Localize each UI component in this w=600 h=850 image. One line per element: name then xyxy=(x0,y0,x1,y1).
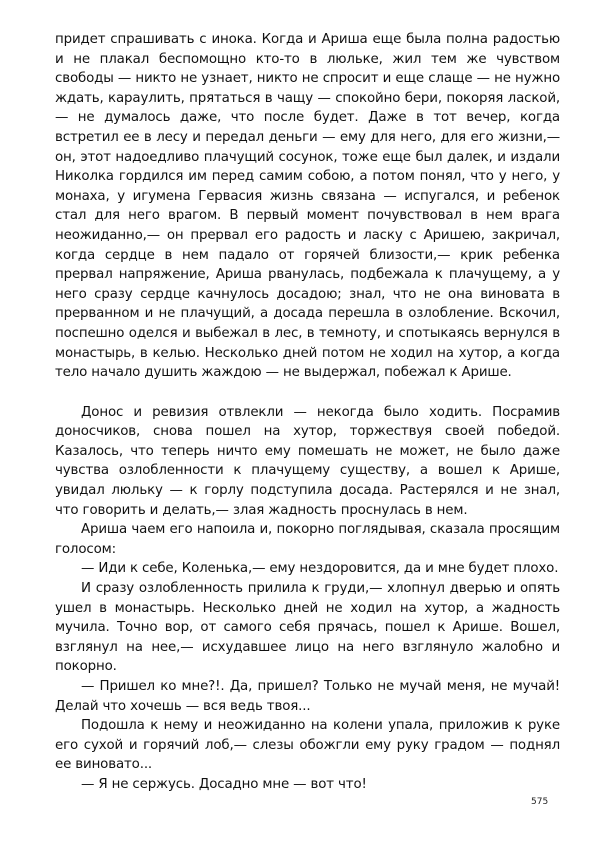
paragraph-4: — Иди к себе, Коленька,— ему нездоровится, да и мне будет плохо. xyxy=(81,561,559,577)
paragraph-7: Подошла к нему и неожиданно на колени упала, приложив к руке его сухой и горячий лоб,— слезы обожгли ему руку градом — поднял ее виновато... xyxy=(55,718,560,773)
page-body xyxy=(55,30,560,795)
paragraph-1: придет спрашивать с инока. Когда и Ариша еще была полна радостью и не плакал беспомощно кто-то в люльке, жил тем же чувством свободы — никто не узнает, никто не спросит и еще слаще — не нужно ждать, караулить, прятаться в чащу — спокойно бери, покоряя лаской,— не думалось даже, что после будет. Даже в тот вечер, когда встретил ее в лесу и передал деньги — ему для него, для его жизни,— он, этот надоедливо плачущий сосунок, тоже еще был далек, и издали Николка гордился им перед самим собою, а потом понял, что у него, у монаха, у игумена Гервасия жизнь связана — испугался, и ребенок стал для него врагом. В первый момент почувствовал в нем врага неожиданно,— он прервал его радость и ласку с Аришею, закричал, когда сердце в нем падало от горячей близости,— крик ребенка прервал напряжение, Ариша рванулась, подбежала к плачущему, а у него сразу сердце качнулось досадою; знал, что не она виновата в прерванном и не плачущий, а досада перешла в озлобление. Вскочил, поспешно оделся и выбежал в лес, в темноту, и спотыкаясь вернулся в монастырь, в келью. Несколько дней потом не ходил на хутор, а когда тело начало душить жаждою — не выдержал, побежал к Арише. xyxy=(55,32,560,381)
paragraph-6: — Пришел ко мне?!. Да, пришел? Только не мучай меня, не мучай! Делай что хочешь — вся ведь твоя... xyxy=(55,679,560,714)
paragraph-8: — Я не сержусь. Досадно мне — вот что! xyxy=(81,776,367,792)
paragraph-3: Ариша чаем его напоила и, покорно поглядывая, сказала просящим голосом: xyxy=(55,522,560,557)
paragraph-5: И сразу озлобленность прилила к груди,— хлопнул дверью и опять ушел в монастырь. Несколько дней не ходил на хутор, а жадность мучила. Точно вор, от самого себя прячась, пошел к Арише. Вошел, взглянул на нее,— исхудавшее лицо на него взглянуло жалобно и покорно. xyxy=(55,581,560,675)
paragraph-2: Донос и ревизия отвлекли — некогда было ходить. Посрамив доносчиков, снова пошел на хутор, торжествуя своей победой. Казалось, что теперь ничто ему помешать не может, не было даже чувства озлобленности к плачущему существу, а вошел к Арише, увидал люльку — к горлу подступила досада. Растерялся и не знал, что говорить и делать,— злая жадность проснулась в нем. xyxy=(55,404,560,518)
page-number: 575 xyxy=(531,797,549,807)
